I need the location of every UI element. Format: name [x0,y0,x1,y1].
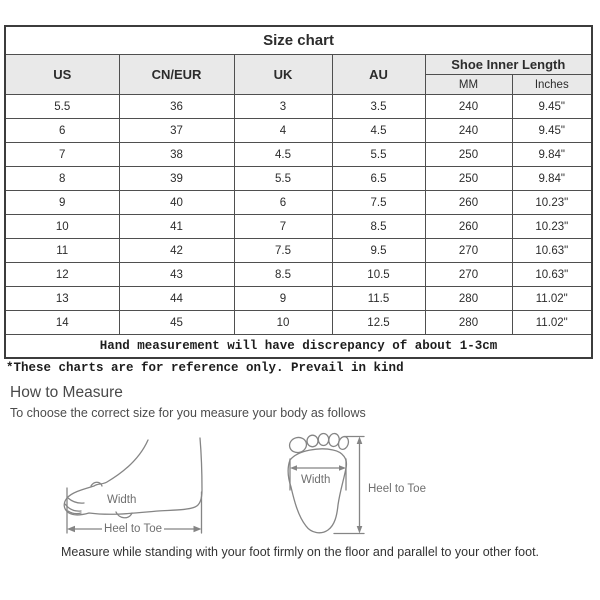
table-cell: 9 [5,191,119,215]
column-header-uk: UK [234,55,332,95]
table-row [5,215,592,239]
footprint-diagram [280,430,440,545]
table-cell: 6.5 [332,167,425,191]
table-row [5,311,592,335]
table-cell: 13 [5,287,119,311]
table-cell: 8.5 [234,263,332,287]
table-cell: 10.23" [512,215,592,239]
column-header-mm: MM [425,75,512,95]
table-row [5,119,592,143]
table-cell: 3.5 [332,95,425,119]
table-cell: 11.5 [332,287,425,311]
column-header-us: US [5,55,119,95]
table-cell: 6 [5,119,119,143]
table-header-row [5,55,592,75]
table-cell: 38 [119,143,234,167]
table-cell: 12 [5,263,119,287]
table-cell: 4 [234,119,332,143]
table-cell: 8.5 [332,215,425,239]
side-foot-heel-toe-label: Heel to Toe [104,523,162,535]
table-cell: 10.63" [512,239,592,263]
table-cell: 9 [234,287,332,311]
column-header-shoe-inner-length: Shoe Inner Length [425,55,592,75]
footprint-heel-toe-measure [334,437,426,534]
table-footnote-row [5,335,592,359]
table-row [5,263,592,287]
size-chart-title: Size chart [5,26,592,55]
table-cell: 3 [234,95,332,119]
table-cell: 10.23" [512,191,592,215]
table-row [5,143,592,167]
table-cell: 4.5 [234,143,332,167]
table-cell: 5.5 [332,143,425,167]
column-header-cn-eur: CN/EUR [119,55,234,95]
how-to-measure-subtitle: To choose the correct size for you measure your body as follows [10,406,366,420]
table-cell: 260 [425,191,512,215]
table-cell: 270 [425,239,512,263]
table-row [5,287,592,311]
table-cell: 12.5 [332,311,425,335]
measurement-discrepancy-note: Hand measurement will have discrepancy of about 1-3cm [5,335,592,359]
table-cell: 9.45" [512,119,592,143]
table-row [5,167,592,191]
table-cell: 9.5 [332,239,425,263]
table-cell: 10 [234,311,332,335]
table-cell: 240 [425,95,512,119]
table-cell: 260 [425,215,512,239]
table-row [5,239,592,263]
table-cell: 7.5 [332,191,425,215]
table-cell: 10.63" [512,263,592,287]
table-cell: 5.5 [234,167,332,191]
table-cell: 8 [5,167,119,191]
table-cell: 36 [119,95,234,119]
how-to-measure-heading: How to Measure [10,384,123,401]
column-header-inches: Inches [512,75,592,95]
table-cell: 37 [119,119,234,143]
table-cell: 9.84" [512,143,592,167]
table-cell: 14 [5,311,119,335]
table-cell: 4.5 [332,119,425,143]
table-cell: 11.02" [512,311,592,335]
table-cell: 250 [425,167,512,191]
table-cell: 43 [119,263,234,287]
table-title-row [5,26,592,55]
table-cell: 250 [425,143,512,167]
table-cell: 280 [425,287,512,311]
table-row [5,191,592,215]
size-chart-table [4,25,593,359]
footprint-heel-toe-label: Heel to Toe [368,483,426,495]
reference-note: *These charts are for reference only. Prevail in kind [6,361,404,375]
table-cell: 270 [425,263,512,287]
table-cell: 39 [119,167,234,191]
footprint-width-label: Width [301,474,331,486]
table-cell: 11.02" [512,287,592,311]
side-foot-width-label: Width [107,494,137,506]
table-cell: 7 [5,143,119,167]
footprint-width-measure [290,459,346,490]
table-cell: 7.5 [234,239,332,263]
table-cell: 10 [5,215,119,239]
table-cell: 42 [119,239,234,263]
measure-instruction: Measure while standing with your foot firmly on the floor and parallel to your other foot. [60,545,540,559]
table-cell: 9.84" [512,167,592,191]
table-cell: 9.45" [512,95,592,119]
table-cell: 45 [119,311,234,335]
table-cell: 10.5 [332,263,425,287]
table-cell: 41 [119,215,234,239]
table-row [5,95,592,119]
table-cell: 40 [119,191,234,215]
table-cell: 280 [425,311,512,335]
table-cell: 6 [234,191,332,215]
column-header-au: AU [332,55,425,95]
table-cell: 7 [234,215,332,239]
table-cell: 44 [119,287,234,311]
table-cell: 240 [425,119,512,143]
table-cell: 11 [5,239,119,263]
table-cell: 5.5 [5,95,119,119]
side-foot-diagram [60,430,220,545]
size-table-body [5,95,592,335]
